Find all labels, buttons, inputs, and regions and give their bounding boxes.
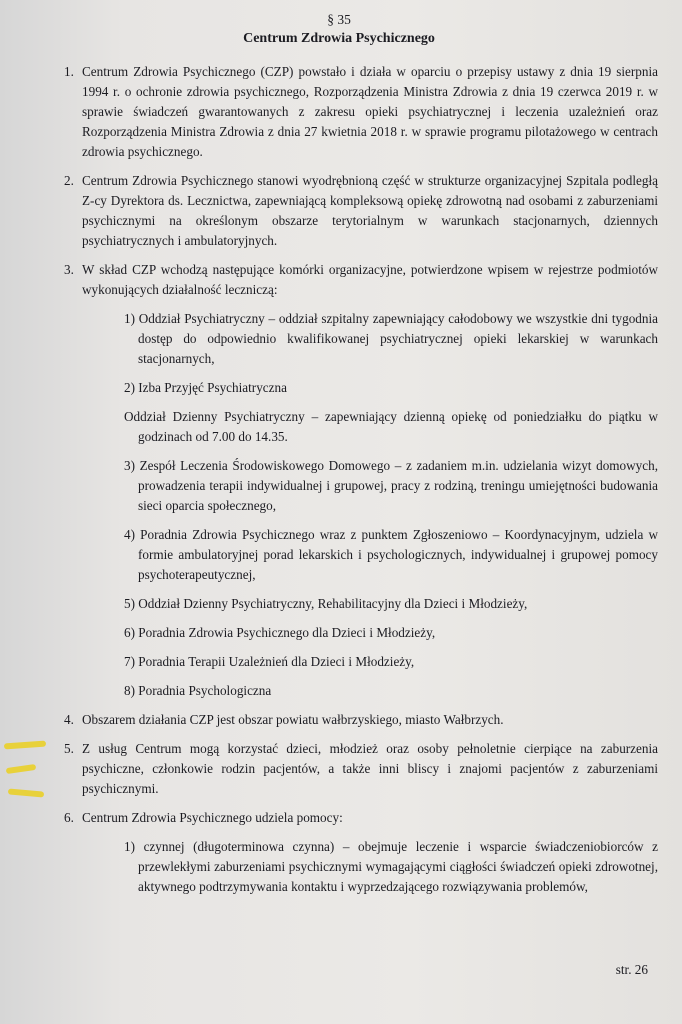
list-item-3: 3. W skład CZP wchodzą następujące komórki organizacyjne, potwierdzone wpisem w rejestrze podmiotów wykonujących działalność leczniczą: — [20, 260, 658, 300]
page-number: str. 26 — [615, 962, 648, 977]
list-item-text: W skład CZP wchodzą następujące komórki organizacyjne, potwierdzone wpisem w rejestrze podmiotów wykonujących działalność leczniczą: — [82, 262, 658, 297]
list-item-text: Centrum Zdrowia Psychicznego stanowi wyodrębnioną część w strukturze organizacyjnej Szpitala podległą Z-cy Dyrektora ds. Lecznictwa, zapewniającą kompleksową opiekę zdrowotną nad osobami z zaburzeniami psychicznymi na określonym obszarze terytorialnym w warunkach stacjonarnych, dziennych psychiatrycznych i ambulatoryjnych. — [82, 173, 658, 248]
unit-8: 8) Poradnia Psychologiczna — [124, 683, 272, 698]
unit-7: 7) Poradnia Terapii Uzależnień dla Dzieci i Młodzieży, — [124, 654, 415, 669]
list-item-text: Obszarem działania CZP jest obszar powiatu wałbrzyskiego, miasto Wałbrzych. — [82, 712, 504, 727]
list-item-text: Centrum Zdrowia Psychicznego udziela pomocy: — [82, 810, 343, 825]
list-item-1: 1. Centrum Zdrowia Psychicznego (CZP) powstało i działa w oparciu o przepisy ustawy z dnia 19 sierpnia 1994 r. o ochronie zdrowia psychicznego, Rozporządzenia Ministra Zdrowia z dnia 19 czerwca 2019 r. w sprawie świadczeń gwarantowanych z zakresu opieki psychiatrycznej i leczenia uzależnień oraz Rozporządzenia Ministra Zdrowia z dnia 27 kwietnia 2018 r. w sprawie programu pilotażowego w centrach zdrowia psychicznego. — [20, 62, 658, 162]
unit-4: 4) Poradnia Zdrowia Psychicznego wraz z punktem Zgłoszeniowo – Koordynacyjnym, udziela w formie ambulatoryjnej porad lekarskich i psychologicznych, indywidualnej i grupowej pomocy psychoterapeutycznej, — [124, 527, 658, 582]
unit-1: 1) Oddział Psychiatryczny – oddział szpitalny zapewniający całodobowy we wszystkie dni tygodnia dostęp do odpowiednio kwalifikowanej psychiatrycznej opieki lekarskiej w warunkach stacjonarnych, — [124, 311, 658, 366]
list-item-6: 6. Centrum Zdrowia Psychicznego udziela pomocy: — [20, 808, 658, 828]
section-header — [20, 10, 658, 48]
list-item-2: 2. Centrum Zdrowia Psychicznego stanowi wyodrębnioną część w strukturze organizacyjnej Szpitala podległą Z-cy Dyrektora ds. Lecznictwa, zapewniającą kompleksową opiekę zdrowotną nad osobami z zaburzeniami psychicznymi na określonym obszarze terytorialnym w warunkach stacjonarnych, dziennych psychiatrycznych i ambulatoryjnych. — [20, 171, 658, 251]
unit-2: 2) Izba Przyjęć Psychiatryczna — [124, 380, 287, 395]
help-type-1: 1) czynnej (długoterminowa czynna) – obejmuje leczenie i wsparcie świadczeniobiorców z przewlekłymi zaburzeniami psychicznymi wymagającymi ciągłości świadczeń opieki zdrowotnej, aktywnego podtrzymywania kontaktu i wyprzedzającego rozwiązywania problemów, — [124, 839, 658, 894]
unit-3: 3) Zespół Leczenia Środowiskowego Domowego – z zadaniem m.in. udzielania wizyt domowych, prowadzenia terapii indywidualnej i grupowej, pracy z rodziną, treningu umiejętności budowania sieci oparcia społecznego, — [124, 458, 658, 513]
section-number: § 35 — [327, 12, 351, 27]
unit-5: 5) Oddział Dzienny Psychiatryczny, Rehabilitacyjny dla Dzieci i Młodzieży, — [124, 596, 528, 611]
unit-6: 6) Poradnia Zdrowia Psychicznego dla Dzieci i Młodzieży, — [124, 625, 436, 640]
unit-2-day-ward: Oddział Dzienny Psychiatryczny – zapewniający dzienną opiekę od poniedziałku do piątku w godzinach od 7.00 do 14.35. — [124, 409, 658, 444]
list-item-text: Centrum Zdrowia Psychicznego (CZP) powstało i działa w oparciu o przepisy ustawy z dnia 19 sierpnia 1994 r. o ochronie zdrowia psychicznego, Rozporządzenia Ministra Zdrowia z dnia 19 czerwca 2019 r. w sprawie świadczeń gwarantowanych z zakresu opieki psychiatrycznej i leczenia uzależnień oraz Rozporządzenia Ministra Zdrowia z dnia 27 kwietnia 2018 r. w sprawie programu pilotażowego w centrach zdrowia psychicznego. — [82, 64, 658, 159]
list-item-text: Z usług Centrum mogą korzystać dzieci, młodzież oraz osoby pełnoletnie cierpiące na zaburzenia psychiczne, członkowie rodzin pacjentów, a także inni bliscy i znajomi pacjentów z zaburzeniami psychicznymi. — [82, 741, 658, 796]
list-item-4: 4. Obszarem działania CZP jest obszar powiatu wałbrzyskiego, miasto Wałbrzych. — [20, 710, 658, 730]
list-item-5: 5. Z usług Centrum mogą korzystać dzieci, młodzież oraz osoby pełnoletnie cierpiące na zaburzenia psychiczne, członkowie rodzin pacjentów, a także inni bliscy i znajomi pacjentów z zaburzeniami psychicznymi. — [20, 739, 658, 799]
section-title: Centrum Zdrowia Psychicznego — [243, 31, 435, 46]
